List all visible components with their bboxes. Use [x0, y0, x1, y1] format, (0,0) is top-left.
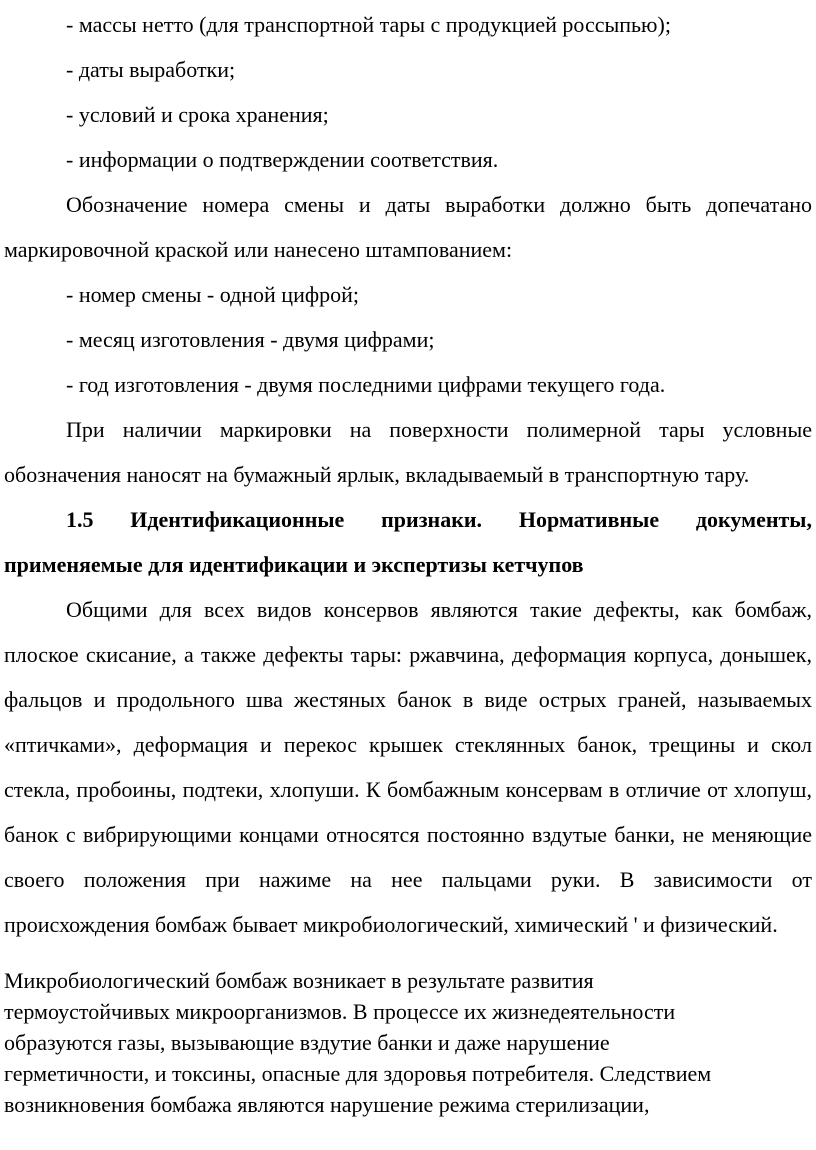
section-heading: 1.5 Идентификационные признаки. Нормативные документы, применяемые для идентификации и экспертизы кетчупов: [4, 507, 812, 577]
list-item: - массы нетто (для транспортной тары с продукцией россыпью);: [66, 12, 671, 37]
text-line: герметичности, и токсины, опасные для здоровья потребителя. Следствием: [4, 1061, 712, 1086]
text-line: возникновения бомбажа являются нарушение режима стерилизации,: [4, 1092, 650, 1117]
list-item: - номер смены - одной цифрой;: [66, 282, 359, 307]
main-text-block: [4, 2, 812, 947]
list-item: - месяц изготовления - двумя цифрами;: [66, 327, 435, 352]
text-line: Микробиологический бомбаж возникает в результате развития: [4, 968, 594, 993]
list-item: - условий и срока хранения;: [66, 102, 329, 127]
paragraph-polymer-marking: При наличии маркировки на поверхности полимерной тары условные обозначения наносят на бумажный ярлык, вкладываемый в транспортную тару.: [4, 417, 812, 487]
paragraph-shift-marking: Обозначение номера смены и даты выработки должно быть допечатано маркировочной краской или нанесено штампованием:: [4, 192, 812, 262]
list-item: - информации о подтверждении соответствия.: [66, 147, 499, 172]
text-line: образуются газы, вызывающие вздутие банки и даже нарушение: [4, 1030, 610, 1055]
text-line: термоустойчивых микроорганизмов. В процессе их жизнедеятельности: [4, 999, 676, 1024]
list-item: - год изготовления - двумя последними цифрами текущего года.: [66, 372, 666, 397]
micro-bombage-paragraph: [4, 965, 812, 1120]
paragraph-defects: Общими для всех видов консервов являются такие дефекты, как бомбаж, плоское скисание, а также дефекты тары: ржавчина, деформация корпуса, донышек, фальцов и продольного шва жестяных банок в виде острых граней, называемых «птичками», деформация и перекос крышек стеклянных банок, трещины и скол стекла, пробоины, подтеки, хлопуши. К бомбажным консервам в отличие от хлопуш, банок с вибрирующими концами относятся постоянно вздутые банки, не меняющие своего положения при нажиме на нее пальцами руки. В зависимости от происхождения бомбаж бывает микробиологический, химический ' и физический.: [4, 597, 812, 937]
list-item: - даты выработки;: [66, 57, 236, 82]
